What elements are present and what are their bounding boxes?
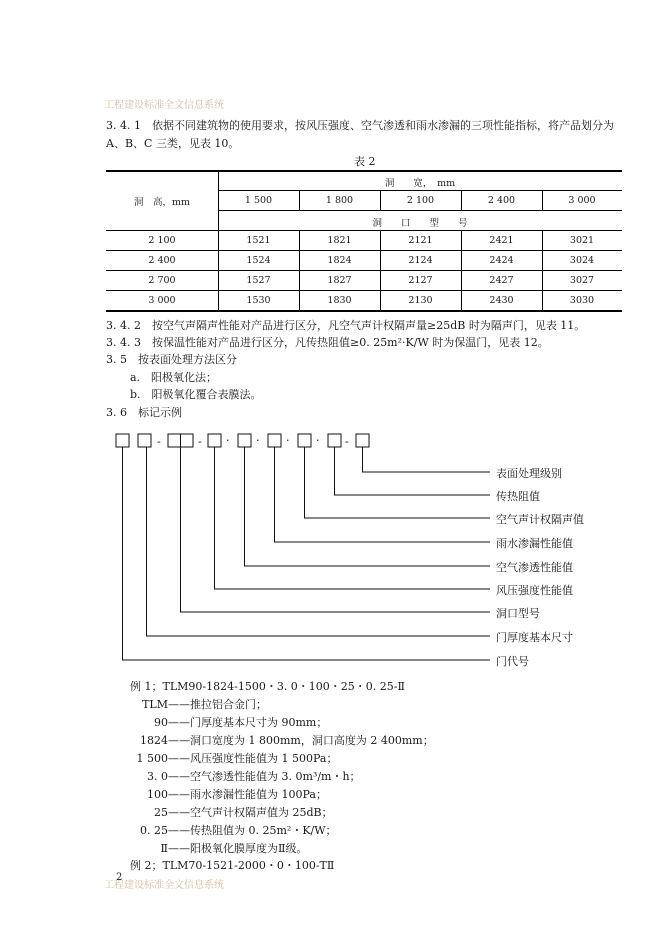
leader-line bbox=[335, 447, 491, 495]
example-line bbox=[116, 822, 337, 838]
col-group-header: 洞 宽， mm bbox=[384, 178, 456, 189]
example-line bbox=[116, 768, 361, 784]
watermark-bottom: 工程建设标准全文信息系统 bbox=[104, 880, 224, 891]
code-cell: 2424 bbox=[489, 255, 514, 266]
height-cell: 2 400 bbox=[148, 255, 176, 266]
example-2: 例 2；TLM70-1521-2000・0・100-TⅡ bbox=[130, 859, 335, 872]
leader-line bbox=[305, 447, 491, 518]
code-cell: 3024 bbox=[569, 255, 595, 266]
label-sound-insulation: 空气声计权隔声值 bbox=[496, 513, 584, 526]
para-3-4-1-line2: A、B、C 三类，见表 10。 bbox=[106, 137, 240, 150]
label-wind-pressure: 风压强度性能值 bbox=[496, 584, 573, 597]
label-surface-treatment: 表面处理级别 bbox=[496, 467, 562, 480]
box-surface-treatment bbox=[356, 434, 369, 447]
label-rain-leakage: 雨水渗漏性能值 bbox=[496, 537, 573, 550]
example-key: 1824 bbox=[140, 734, 168, 747]
code-cell: 1530 bbox=[246, 295, 271, 306]
example-line bbox=[116, 714, 327, 730]
width-header: 2 100 bbox=[406, 195, 435, 206]
row-header: 洞 高，mm bbox=[133, 197, 191, 208]
box-rain-leakage bbox=[268, 434, 281, 447]
example-line bbox=[116, 840, 307, 856]
page-number: 2 bbox=[116, 872, 123, 883]
label-opening-type: 洞口型号 bbox=[496, 607, 540, 620]
width-header: 1 800 bbox=[325, 195, 354, 206]
code-cell: 3030 bbox=[569, 295, 595, 306]
code-cell: 1830 bbox=[327, 295, 352, 306]
example-key: TLM bbox=[142, 698, 168, 711]
example-key: 0. 25 bbox=[140, 824, 168, 837]
code-cell: 2124 bbox=[408, 255, 433, 266]
example-text: ——空气渗透性能值为 3. 0m³/m・h； bbox=[168, 770, 361, 783]
code-cell: 2127 bbox=[408, 275, 433, 286]
box-door-thickness bbox=[138, 434, 151, 447]
example-key: 25 bbox=[154, 806, 168, 819]
item-a: a. 阳极氧化法； bbox=[130, 371, 218, 384]
para-3-5: 3. 5 按表面处理方法区分 bbox=[106, 353, 237, 366]
height-cell: 2 100 bbox=[148, 235, 176, 246]
example-line bbox=[116, 696, 267, 712]
sub-header: 洞 口 型 号 bbox=[372, 218, 468, 229]
code-cell: 2430 bbox=[489, 295, 514, 306]
leader-line bbox=[363, 447, 491, 472]
width-header: 1 500 bbox=[244, 195, 273, 206]
para-3-6: 3. 6 标记示例 bbox=[106, 406, 182, 419]
example-text: ——门厚度基本尺寸为 90mm； bbox=[168, 716, 328, 729]
para-3-4-3: 3. 4. 3 按保温性能对产品进行区分，凡传热阻值≥0. 25m²·K/W 时为保温门，见表 12。 bbox=[106, 336, 549, 349]
example-text: ——风压强度性能值为 1 500Pa； bbox=[168, 752, 338, 765]
code-cell: 1821 bbox=[327, 235, 352, 246]
example-text: ——传热阻值为 0. 25m²・K/W； bbox=[168, 824, 337, 837]
code-cell: 1524 bbox=[246, 255, 271, 266]
code-cell: 2130 bbox=[408, 295, 433, 306]
code-cell: 3021 bbox=[569, 235, 595, 246]
box-thermal-resistance bbox=[328, 434, 341, 447]
code-cell: 1827 bbox=[327, 275, 352, 286]
sep-dash: - bbox=[157, 435, 161, 448]
code-cell: 1521 bbox=[246, 235, 271, 246]
leader-line bbox=[245, 447, 491, 566]
label-door-code: 门代号 bbox=[496, 655, 529, 668]
height-cell: 2 700 bbox=[148, 275, 176, 286]
example-line bbox=[116, 750, 337, 766]
example-text: ——推拉铝合金门； bbox=[168, 698, 267, 711]
code-cell: 2121 bbox=[408, 235, 433, 246]
table-caption: 表 2 bbox=[354, 155, 376, 168]
sep-dash: - bbox=[198, 435, 202, 448]
label-thermal-resistance: 传热阻值 bbox=[496, 490, 540, 503]
sep-dot: · bbox=[256, 434, 260, 447]
example-key: 100 bbox=[147, 788, 168, 801]
code-cell: 2421 bbox=[489, 235, 514, 246]
example-text: ——洞口宽度为 1 800mm，洞口高度为 2 400mm； bbox=[168, 734, 434, 747]
para-3-4-1-line1: 3. 4. 1 依据不同建筑物的使用要求，按风压强度、空气渗透和雨水渗漏的三项性能指标，将产品划分为 bbox=[106, 119, 614, 132]
example-text: ——阳极氧化膜厚度为Ⅱ级。 bbox=[168, 842, 308, 855]
example-key: 90 bbox=[154, 716, 168, 729]
example-text: ——空气声计权隔声值为 25dB； bbox=[168, 806, 333, 819]
width-header: 3 000 bbox=[568, 195, 596, 206]
sep-dot: · bbox=[286, 434, 290, 447]
width-header: 2 400 bbox=[487, 195, 516, 206]
para-3-4-2: 3. 4. 2 按空气声隔声性能对产品进行区分，凡空气声计权隔声量≥25dB 时为隔声门，见表 11。 bbox=[106, 319, 586, 332]
example-line bbox=[116, 786, 327, 802]
height-cell: 3 000 bbox=[148, 295, 176, 306]
watermark-top: 工程建设标准全文信息系统 bbox=[104, 100, 224, 111]
item-b: b. 阳极氧化覆合表膜法。 bbox=[130, 388, 262, 401]
box-sound-insulation bbox=[298, 434, 311, 447]
code-cell: 2427 bbox=[489, 275, 514, 286]
box-wind-pressure bbox=[208, 434, 221, 447]
label-air-permeability: 空气渗透性能值 bbox=[496, 561, 573, 574]
sep-dot: · bbox=[316, 434, 320, 447]
example-key: 3. 0 bbox=[147, 770, 168, 783]
label-door-thickness: 门厚度基本尺寸 bbox=[496, 631, 573, 644]
code-cell: 3027 bbox=[569, 275, 595, 286]
box-door-code bbox=[116, 434, 129, 447]
example-key: Ⅱ bbox=[160, 842, 168, 855]
example-line bbox=[116, 732, 434, 748]
sep-dot: · bbox=[226, 434, 230, 447]
example-key: 1 500 bbox=[136, 752, 168, 765]
box-air-permeability bbox=[238, 434, 251, 447]
sep-dash: - bbox=[345, 435, 349, 448]
code-cell: 1824 bbox=[327, 255, 352, 266]
example-line bbox=[116, 804, 333, 820]
leader-line bbox=[123, 447, 491, 660]
example-1: 例 1；TLM90-1824-1500・3. 0・100・25・0. 25-Ⅱ bbox=[130, 680, 405, 693]
example-text: ——雨水渗漏性能值为 100Pa； bbox=[168, 788, 327, 801]
code-cell: 1527 bbox=[246, 275, 271, 286]
